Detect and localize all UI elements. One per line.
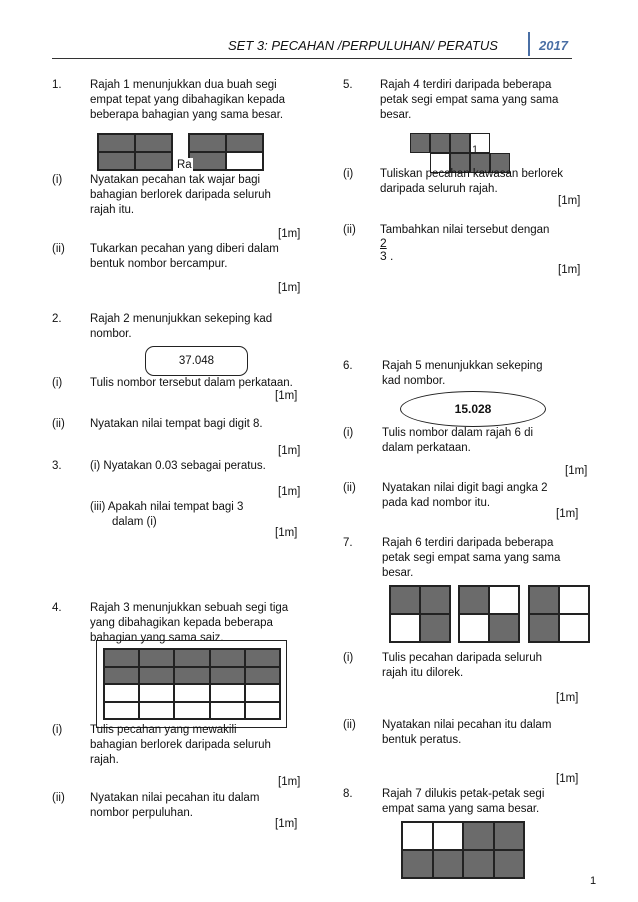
- header-year: 2017: [539, 38, 568, 53]
- q5-i-mark: [1m]: [558, 195, 581, 207]
- q3-iii-text: (iii) Apakah nilai tempat bagi 3 dalam (i): [90, 501, 244, 528]
- header-rule: [52, 58, 572, 59]
- q6-text: Rajah 5 menunjukkan sekeping kad nombor.: [382, 360, 543, 387]
- rajah6-square-a: [389, 585, 451, 643]
- q3-i-mark: [1m]: [278, 486, 301, 498]
- q6-i-label: (i): [343, 427, 354, 439]
- q8-text: Rajah 7 dilukis petak-petak segi empat sama yang sama besar.: [382, 788, 545, 815]
- q2-ii-text: Nyatakan nilai tempat bagi digit 8.: [90, 418, 263, 430]
- q4-ii-mark: [1m]: [275, 818, 298, 830]
- q1-number: 1.: [52, 79, 62, 91]
- q6-number: 6.: [343, 360, 353, 372]
- q7-number: 7.: [343, 537, 353, 549]
- q1-ii-mark: [1m]: [278, 282, 301, 294]
- q6-ii-text: Nyatakan nilai digit bagi angka 2 pada kad nombor itu.: [382, 482, 548, 509]
- q2-number: 2.: [52, 313, 62, 325]
- q7-text: Rajah 6 terdiri daripada beberapa petak segi empat sama yang sama besar.: [382, 537, 561, 579]
- page-number: 1: [590, 875, 597, 887]
- q2-ii-mark: [1m]: [278, 445, 301, 457]
- q4-number: 4.: [52, 602, 62, 614]
- q6-ii-label: (ii): [343, 482, 356, 494]
- q7-ii-label: (ii): [343, 719, 356, 731]
- q5-i-text: Tuliskan pecahan kawasan berlorek daripada seluruh rajah.: [380, 168, 564, 195]
- q5-ii-label: (ii): [343, 224, 356, 236]
- q5-ii-mark: [1m]: [558, 264, 581, 276]
- q1-i-label: (i): [52, 174, 63, 186]
- q3-number: 3.: [52, 460, 62, 472]
- header-title: SET 3: PECAHAN /PERPULUHAN/ PERATUS: [228, 38, 498, 53]
- q1-ii-label: (ii): [52, 243, 65, 255]
- rajah4-caption: 1: [472, 144, 479, 156]
- number-card-value: 15.028: [454, 402, 492, 416]
- q2-i-label: (i): [52, 377, 63, 389]
- q5-i-label: (i): [343, 168, 354, 180]
- number-card-rajah5: [400, 391, 546, 427]
- q4-ii-text: Nyatakan nilai pecahan itu dalam nombor perpuluhan.: [90, 792, 260, 819]
- q7-ii-text: Nyatakan nilai pecahan itu dalam bentuk peratus.: [382, 719, 552, 746]
- q1-i-mark: [1m]: [278, 228, 301, 240]
- q5-ii-text: Tambahkan nilai tersebut dengan: [380, 224, 550, 236]
- rajah6-square-c: [528, 585, 590, 643]
- q4-text: Rajah 3 menunjukkan sebuah segi tiga yang dibahagikan kepada beberapa bahagian yang sama saiz.: [90, 602, 289, 644]
- rajah1-rect-a: [97, 133, 173, 171]
- q4-i-label: (i): [52, 724, 63, 736]
- rajah7-grid: [401, 821, 525, 879]
- header-divider: [528, 32, 530, 56]
- q7-i-mark: [1m]: [556, 692, 579, 704]
- q3-iii-mark: [1m]: [275, 527, 298, 539]
- number-card-value: 37.048: [178, 355, 215, 367]
- q7-i-label: (i): [343, 652, 354, 664]
- q6-i-text: Tulis nombor dalam rajah 6 di dalam perkataan.: [382, 427, 534, 454]
- q2-ii-label: (ii): [52, 418, 65, 430]
- q4-ii-label: (ii): [52, 792, 65, 804]
- number-card-rajah2: [145, 346, 248, 376]
- q2-text: Rajah 2 menunjukkan sekeping kad nombor.: [90, 313, 273, 340]
- q4-i-text: Tulis pecahan yang mewakili bahagian berlorek daripada seluruh rajah.: [90, 724, 271, 766]
- q1-text: Rajah 1 menunjukkan dua buah segi empat tepat yang dibahagikan kepada beberapa bahagian yang sama besar.: [90, 79, 286, 121]
- q1-i-text: Nyatakan pecahan tak wajar bagi bahagian berlorek daripada seluruh rajah itu.: [90, 174, 271, 216]
- q4-i-mark: [1m]: [278, 776, 301, 788]
- q5-number: 5.: [343, 79, 353, 91]
- q3-i-text: (i) Nyatakan 0.03 sebagai peratus.: [90, 460, 266, 472]
- q5-text: Rajah 4 terdiri daripada beberapa petak segi empat sama yang sama besar.: [380, 79, 559, 121]
- q2-i-text: Tulis nombor tersebut dalam perkataan.: [90, 377, 293, 389]
- q7-ii-mark: [1m]: [556, 773, 579, 785]
- q2-i-mark: [1m]: [275, 390, 298, 402]
- q8-number: 8.: [343, 788, 353, 800]
- rajah3-grid: [103, 648, 281, 720]
- q6-ii-mark: [1m]: [556, 508, 579, 520]
- q6-i-mark: [1m]: [565, 465, 588, 477]
- q7-i-text: Tulis pecahan daripada seluruh rajah itu dilorek.: [382, 652, 543, 679]
- rajah1-caption: Ra: [177, 159, 192, 171]
- rajah1-rect-b: [188, 133, 264, 171]
- fraction-two-thirds: 2 3 .: [380, 236, 394, 263]
- rajah6-square-b: [458, 585, 520, 643]
- q1-ii-text: Tukarkan pecahan yang diberi dalam bentuk nombor bercampur.: [90, 243, 279, 270]
